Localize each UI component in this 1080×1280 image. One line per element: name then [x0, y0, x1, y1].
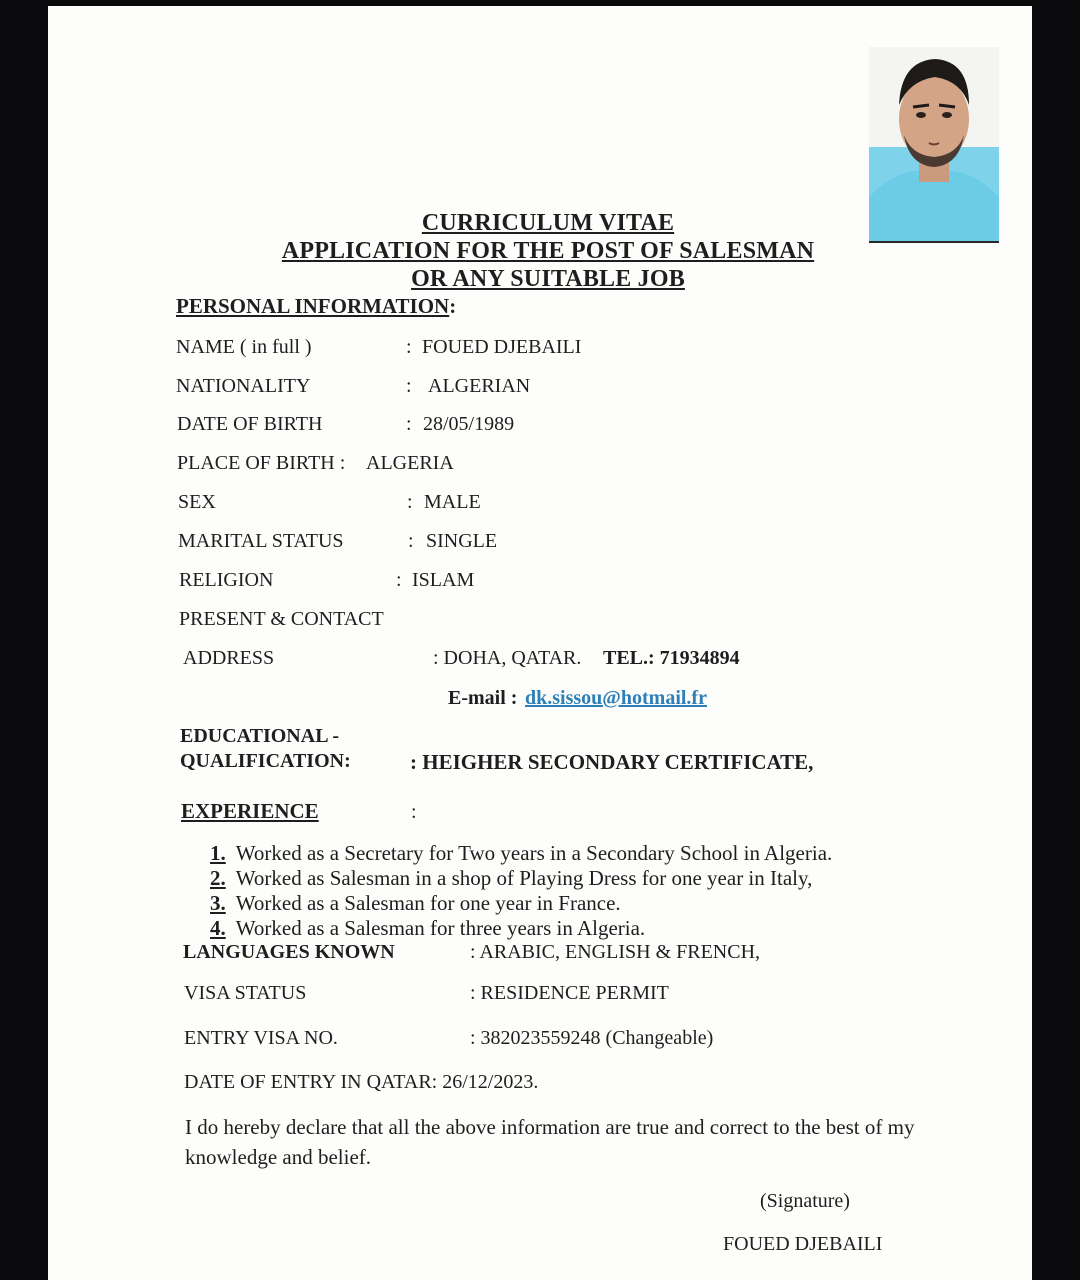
dob-label: DATE OF BIRTH	[177, 413, 323, 435]
experience-item-text: Worked as a Salesman for three years in Algeria.	[235, 916, 646, 940]
languages-label: LANGUAGES KNOWN	[183, 941, 395, 963]
personal-info-heading: PERSONAL INFORMATION	[176, 294, 450, 318]
name-value: FOUED DJEBAILI	[422, 336, 582, 358]
dob-sep: :	[406, 413, 412, 435]
entry-visa-value: : 382023559248 (Changeable)	[470, 1027, 714, 1049]
religion-value: ISLAM	[412, 569, 475, 591]
visa-status-value: : RESIDENCE PERMIT	[470, 982, 669, 1004]
signature-name: FOUED DJEBAILI	[723, 1233, 883, 1255]
experience-item	[210, 916, 645, 941]
religion-sep: :	[396, 569, 402, 591]
religion-label: RELIGION	[179, 569, 274, 591]
sex-value: MALE	[424, 491, 481, 513]
experience-item-number: 1.	[210, 841, 226, 865]
experience-item-number: 2.	[210, 866, 226, 890]
entry-date: DATE OF ENTRY IN QATAR: 26/12/2023.	[184, 1071, 539, 1093]
name-sep: :	[406, 336, 412, 358]
experience-item-text: Worked as a Salesman for one year in France.	[235, 891, 621, 915]
education-value: : HEIGHER SECONDARY CERTIFICATE,	[410, 750, 814, 774]
email-label: E-mail :	[448, 687, 518, 709]
experience-item	[210, 891, 621, 916]
experience-item-number: 4.	[210, 916, 226, 940]
pob-value: ALGERIA	[366, 452, 454, 474]
entry-visa-label: ENTRY VISA NO.	[184, 1027, 338, 1049]
education-label-2: QUALIFICATION:	[180, 750, 351, 772]
marital-sep: :	[408, 530, 414, 552]
sex-label: SEX	[178, 491, 216, 513]
address-label: ADDRESS	[183, 647, 275, 669]
languages-value: : ARABIC, ENGLISH & FRENCH,	[470, 941, 761, 963]
tel-value: TEL.: 71934894	[603, 647, 740, 669]
declaration-text: I do hereby declare that all the above information are true and correct to the best of my knowledge and belief.	[185, 1115, 915, 1169]
pob-label: PLACE OF BIRTH :	[177, 452, 346, 474]
cv-page	[48, 6, 1032, 1280]
experience-colon: :	[411, 801, 417, 823]
email-link[interactable]: dk.sissou@hotmail.fr	[525, 687, 707, 709]
title-line-1: CURRICULUM VITAE	[421, 210, 675, 236]
experience-heading: EXPERIENCE	[181, 799, 319, 823]
present-contact-label: PRESENT & CONTACT	[179, 608, 384, 630]
experience-item	[210, 841, 832, 866]
address-value: : DOHA, QATAR.	[433, 647, 582, 669]
education-label-1: EDUCATIONAL -	[180, 725, 340, 747]
experience-item-text: Worked as a Secretary for Two years in a Secondary School in Algeria.	[235, 841, 833, 865]
title-line-3: OR ANY SUITABLE JOB	[411, 266, 685, 292]
experience-item	[210, 866, 812, 891]
nationality-label: NATIONALITY	[176, 375, 311, 397]
dob-value: 28/05/1989	[423, 413, 515, 435]
title-line-2: APPLICATION FOR THE POST OF SALESMAN	[281, 238, 815, 264]
signature-label: (Signature)	[760, 1190, 850, 1212]
personal-info-colon: :	[449, 294, 457, 318]
sex-sep: :	[407, 491, 413, 513]
marital-label: MARITAL STATUS	[178, 530, 344, 552]
marital-value: SINGLE	[426, 530, 498, 552]
experience-item-number: 3.	[210, 891, 226, 915]
nationality-value: ALGERIAN	[428, 375, 531, 397]
experience-item-text: Worked as Salesman in a shop of Playing Dress for one year in Italy,	[235, 866, 813, 890]
name-label: NAME ( in full )	[176, 336, 312, 358]
nationality-sep: :	[406, 375, 412, 397]
personal-info-heading-wrap	[176, 294, 456, 319]
visa-status-label: VISA STATUS	[184, 982, 307, 1004]
